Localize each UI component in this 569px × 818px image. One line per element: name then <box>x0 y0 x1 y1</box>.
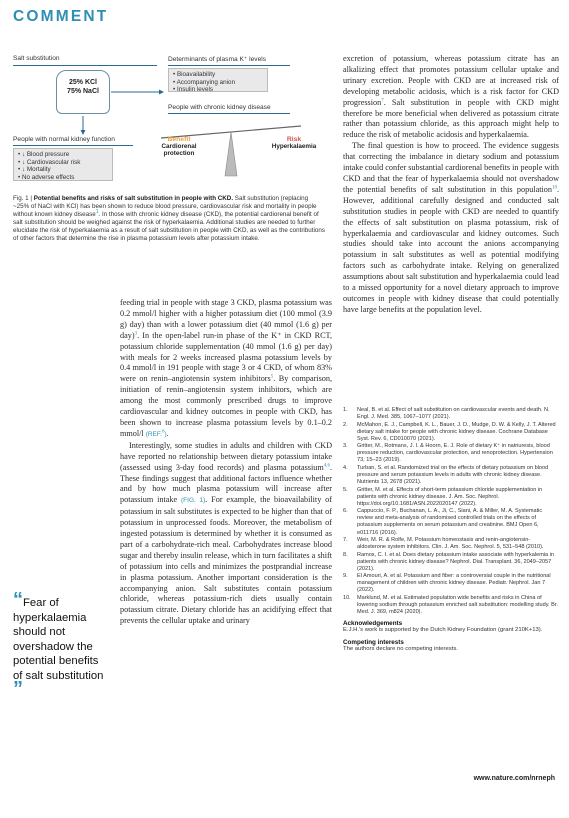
middle-column <box>120 298 332 627</box>
divider-normal <box>13 145 133 146</box>
ack-text: E.J.H.'s work is supported by the Dutch Kidney Foundation (grant 210K+13). <box>343 627 543 634</box>
risk-sub: Hyperkalaemia <box>271 143 317 150</box>
label-normal: People with normal kidney function <box>13 136 115 143</box>
reference-number: 5. <box>343 486 348 493</box>
reference-text: Turban, S. et al. Randomized trial on the effects of dietary potassium on blood pressure and serum potassium levels in adults with chronic kidney disease. Nutrients 13, 2678 (2021). <box>357 464 549 486</box>
nacl-label: 75% NaCl <box>67 88 99 95</box>
ref-link[interactable]: 6 <box>161 429 165 435</box>
label-salt-substitution: Salt substitution <box>13 55 60 62</box>
det-item: • Accompanying anion <box>173 78 236 86</box>
competing-text: The authors declare no competing interests. <box>343 645 458 652</box>
reference-text: Neal, B. et al. Effect of salt substitution on cardiovascular events and death. N. Engl. J. Med. 385, 1067–1077 (2021). <box>357 407 550 421</box>
reference-number: 1. <box>343 407 348 413</box>
caption-text2: . In those with chronic kidney disease (CKD), the potential cardiorenal benefit of salt substitution should be weighed against the risk of hyperkalaemia. Additional studies are needed to further elucidate the risk of hyperkalaemia as a result of salt substitution in people with CKD, as well as the contributions of other factors that determine the rise in plasma potassium levels after potassium intake. <box>13 211 325 243</box>
caption-text: Salt substitution (replacing ~25% of NaCl with KCl) has been shown to reduce blood pressure, cardiovascular risk and mortality in people without known kidney disease <box>13 195 317 219</box>
figure-1 <box>13 52 325 190</box>
normal-item: • ↓ Blood pressure <box>18 151 70 158</box>
competing-title: Competing interests <box>343 638 404 646</box>
reference-text: Cappuccio, F. P., Buchanan, L. A., Ji, C., Siani, A. & Miller, M. A. Systematic review and meta-analysis of randomised controlled trials on the effects of potassium supplements on serum potassium and creatinine. BMJ Open 6, e011716 (2016). <box>357 508 543 536</box>
reference-item <box>343 573 559 594</box>
reference-number: 6. <box>343 508 348 515</box>
reference-item <box>343 422 559 443</box>
reference-item <box>343 508 559 536</box>
section-header: COMMENT <box>13 8 109 25</box>
reference-list <box>343 407 559 616</box>
normal-item: • ↓ Mortality <box>18 166 51 173</box>
reference-text: El Amouri, A. et al. Potassium and fiber: a controversial couple in the nutritional management of children with chronic kidney disease. Pediatr. Nephrol. Jan 7 (2022). <box>357 573 551 594</box>
reference-number: 3. <box>343 443 348 450</box>
reference-text: Gritter, M. et al. Effects of short-term potassium chloride supplementation in patients with chronic kidney disease. J. Am. Soc. Nephrol. https://doi.org/10.1681/ASN.2022020147 (2022). <box>357 486 543 507</box>
reference-text: Marklund, M. et al. Estimated population wide benefits and risks in China of lowering sodium through potassium enriched salt substitution: modelling study. Br. Med. J. 369, m824 (2020). <box>357 594 558 616</box>
open-quote-icon: “ <box>13 589 23 611</box>
reference-item <box>343 443 559 464</box>
reference-item <box>343 487 559 508</box>
paragraph: The final question is how to proceed. The evidence suggests that correcting the imbalance in dietary sodium and potassium intake could confer substantial cardiorenal benefits in people with CKD and that the fear of hyperkalaemia should not overshadow the potential benefits of salt substitution in this population$^{10}$. However, additional carefully designed and conducted salt substitution studies in people with CKD are needed to quantify the effects of salt substitution on plasma potassium, risk of hyperkalaemia and cardiovascular and kidney outcomes. Such studies should take into account the anions accompanying potassium in salt substitutes as well as potential modifying factors such as carbohydrate intake. Relying on generalized assumptions about salt substitution and hyperkalaemia could lead to a missed opportunity for a novel dietary approach to improve outcomes in people with kidney disease that could potentially have large benefits at the population level. <box>343 141 559 314</box>
ref-link[interactable]: 5 <box>270 374 274 380</box>
risk-title: Risk <box>286 136 302 143</box>
det-item: • Insulin levels <box>173 86 214 93</box>
right-column <box>343 54 559 316</box>
reference-text: Ramos, C. I. et al. Does dietary potassium intake associate with hyperkalemia in patients with chronic kidney disease? Nephrol. Dial. Transplant. 36, 2049–2057 (2021). <box>357 551 555 572</box>
kcl-label: 25% KCl <box>68 79 97 86</box>
reference-item <box>343 407 559 421</box>
normal-box <box>13 148 113 181</box>
benefit-sub1: Cardiorenal <box>161 143 197 150</box>
caption-ref[interactable]: 1 <box>95 209 99 216</box>
reference-number: 4. <box>343 464 348 471</box>
det-item: • Bioavailability <box>173 71 216 78</box>
reference-text: McMahon, E. J., Campbell, K. L., Bauer, J. D., Mudge, D. W. & Kelly, J. T. Altered dietary salt intake for people with chronic kidney disease. Cochrane Database Syst. Rev. 6, CD010070 (2021). <box>357 421 556 442</box>
benefit-block <box>153 136 205 158</box>
figure-link[interactable]: (FIG. 1) <box>181 497 206 505</box>
pull-quote <box>13 589 108 700</box>
risk-block <box>265 136 323 150</box>
normal-item: • No adverse effects <box>18 173 75 181</box>
figure-caption <box>13 195 325 244</box>
reference-number: 9. <box>343 573 348 580</box>
label-determinants: Determinants of plasma K⁺ levels <box>168 56 267 63</box>
reference-item <box>343 537 559 551</box>
divider-ckd <box>168 113 290 114</box>
paragraph: Interestingly, some studies in adults and children with CKD have reported no relationship between dietary potassium intake (assessed using 3-day food records) and plasma potassium$^{4,6}$. These findings suggest that additional factors influence whether and by how much plasma potassium will increase after potassium intake (FIG. 1). For example, the bioavailability of potassium in salt substitutes is expected to be higher than that of potassium in unprocessed foods. Moreover, the metabolism of ingested potassium is determined by whether it is consumed as part of a carbohydrate-rich meal. Carbohydrates increase blood sugar and thereby insulin release, which in turn facilitates a shift of potassium into cells and minimizes the postprandial increase in plasma potassium. Another important consideration is the accompanying anion. Salt substitutes contain potassium chloride, whereas potassium-rich diets usually contain potassium citrate. Dietary chloride has an acidifying effect that prevents the cellular uptake and urinary <box>120 440 332 626</box>
label-ckd: People with chronic kidney disease <box>168 104 271 111</box>
paragraph: feeding trial in people with stage 3 CKD, plasma potassium was 0.2 mmol/l higher with a higher potassium diet (100 mmol (3.9 g) day) than with a lower potassium diet (40 mmol (1.6 g) per day)$^3$. In the open-label run-in phase of the K⁺ in CKD RCT, potassium chloride supplementation (40 mmol (1.6 g) per day) with meals for 2 weeks increased plasma potassium levels by 0.4 mmol/l in 191 people with stage 3 or 4 CKD, of whom 83% were on renin–angiotensin system inhibitors$^5$. By comparison, initiation of renin–angiotensin system inhibitors, which are among the most commonly prescribed drugs to improve cardiovascular and kidney outcomes in people with CKD, has been shown to increase plasma potassium levels by 0.1–0.2 mmol/l (REF.$^6$). <box>120 298 332 438</box>
ref-link[interactable]: 10 <box>551 185 557 191</box>
ref-link[interactable]: 7 <box>381 97 384 103</box>
ack-title: Acknowledgements <box>343 620 403 628</box>
reference-text: Weir, M. R. & Rolfe, M. Potassium homeostasis and renin-angiotensin-aldosterone system inhibitors. Clin. J. Am. Soc. Nephrol. 5, 531–548 (2010). <box>357 537 544 551</box>
caption-bold: Potential benefits and risks of salt substitution in people with CKD. <box>33 195 234 202</box>
reference-number: 10. <box>343 594 351 601</box>
paragraph: excretion of potassium, whereas potassium citrate has an alkalizing effect that promotes potassium cellular uptake and urinary excretion. People with CKD are at increased risk of developing metabolic acidosis, which is a risk factor for CKD progression$^7$. Salt substitution in people with CKD might therefore be more beneficial when delivered as potassium citrate rather than potassium chloride, as this approach might help to reduce the risk of metabolic acidosis and hyperkalaemia. <box>343 54 559 140</box>
pull-quote-text: Fear of hyperkalaemia should not overshadow the potential benefits of salt substitution <box>13 597 104 682</box>
reference-text: Gritter, M., Rotmans, J. I. & Hoorn, E. J. Role of dietary K⁺ in natriuresis, blood pressure reduction, cardiovascular protection, and renoprotection. Hypertension 73, 15–23 (2019). <box>357 443 553 464</box>
ref-link[interactable]: 3 <box>134 330 138 336</box>
reference-number: 7. <box>343 537 348 544</box>
normal-item: • ↓ Cardiovascular risk <box>18 158 81 166</box>
reference-number: 2. <box>343 421 348 428</box>
ref-link[interactable]: 4,6 <box>323 462 330 468</box>
references <box>343 407 559 653</box>
footer-url[interactable]: www.nature.com/nrneph <box>473 775 555 782</box>
reference-number: 8. <box>343 551 348 558</box>
benefit-title: Benefit <box>167 136 191 143</box>
benefit-sub2: protection <box>163 150 195 158</box>
close-quote-icon: ” <box>13 677 23 700</box>
ref-link[interactable]: (REF. <box>145 430 162 438</box>
reference-item <box>343 595 559 616</box>
reference-item <box>343 552 559 573</box>
caption-lead: Fig. 1 | <box>13 195 34 202</box>
reference-item <box>343 465 559 486</box>
